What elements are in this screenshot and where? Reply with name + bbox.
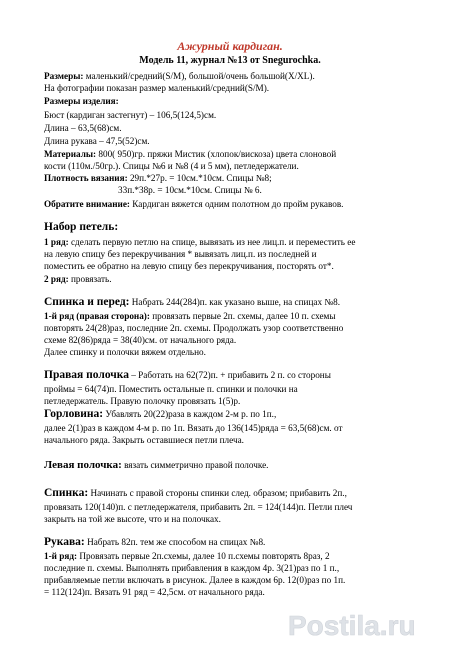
materials-text: 800( 950)гр. пряжи Мистик (хлопок/вискоза) цвета слоновой (96, 149, 337, 159)
sleeves-l4: прибавляемые петли включать в рисунок. Далее в каждом 6р. 12(0)раз по 1п. (44, 575, 346, 585)
gauge-line-2: 33п.*38р. = 10см.*10см. Спицы № 6. (118, 185, 262, 195)
sleeves-l3: последние п. схемы. Выполнять прибавления в каждом 4р. 3(21)раз по 1 п., (44, 563, 340, 573)
back-front-row-label: 1-й ряд (правая сторона): (44, 311, 150, 321)
neckline-l2: далее 2(1)раз в каждом 4-м р. по 1п. Вязать до 136(145)ряда = 63,5(68)см. от (44, 423, 343, 433)
sleeves-row1 (44, 551, 330, 562)
postila-watermark-logo (284, 605, 454, 645)
attention-label: Обратите внимание: (44, 199, 130, 209)
left-front-text: вязать симметрично правой полочке. (121, 460, 269, 470)
sleeves-row-label: 1-й ряд: (44, 551, 78, 561)
neckline-l3: начального ряда. Закрыть оставшиеся петли плеча. (44, 435, 244, 445)
gauge-text: 29п.*27р. = 10см.*10см. Спицы №8; (127, 173, 272, 183)
gauge-label: Плотность вязания: (44, 173, 128, 183)
sizes-label: Размеры: (44, 71, 84, 81)
photo-note: На фотографии показан размер маленький/средний(S/M). (44, 83, 270, 93)
materials-line (44, 149, 336, 160)
back-front-heading: Спинка и перед: (44, 296, 130, 308)
back-front-line (44, 297, 340, 308)
cast-on-row1-l3: поместить ее обратно на левую спицу без перекручивания, посторять от*. (44, 261, 334, 271)
cast-on-row2 (44, 274, 112, 285)
left-front-heading: Левая полочка: (44, 459, 122, 471)
right-front-heading: Правая полочка (44, 369, 129, 381)
neckline-text: Убавлять 20(22)раза в каждом 2-м р. по 1п., (103, 409, 277, 419)
right-front-l2: проймы = 64(74)п. Поместить остальные п. спинки и полочки на (44, 384, 298, 394)
right-front-text: – Работать на 62(72)п. + прибавить 2 п. со стороны (128, 370, 331, 380)
sizes-line (44, 71, 315, 82)
back-front-row1 (44, 311, 336, 322)
gauge-line (44, 173, 272, 184)
page-title: Ажурный кардиган. (177, 39, 283, 53)
measurements-label: Размеры изделия: (44, 96, 119, 106)
row1-text: сделать первую петлю на спице, вывязать из нее лиц.п. и переместить ее (68, 237, 356, 247)
left-front-line (44, 460, 268, 471)
cast-on-row1 (44, 237, 355, 248)
sizes-text: маленький/средний(S/M), большой/очень большой(X/XL). (83, 71, 315, 81)
neckline-line (44, 409, 276, 420)
materials-label: Материалы: (44, 149, 97, 159)
back-heading: Спинка: (44, 487, 89, 499)
back-front-text: Набрать 244(284)п. как указано выше, на спицах №8. (129, 297, 340, 307)
row1-label: 1 ряд: (44, 237, 69, 247)
back-front-l3: повторять 24(28)раз, последние 2п. схемы. Продолжать узор соответственно (44, 323, 344, 333)
attention-line (44, 199, 343, 210)
back-l2: провязать 120(140)п. с петледержателя, прибавить 2п. = 124(144)п. Петли плеч (44, 502, 353, 512)
attention-text: Кардиган вяжется одним полотном до пройм рукавов. (129, 199, 344, 209)
sleeve-length-line: Длина рукава – 47,5(52)см. (44, 136, 150, 146)
row2-label: 2 ряд: (44, 274, 69, 284)
back-front-l5: Далее спинку и полочки вяжем отдельно. (44, 347, 206, 357)
row2-text: провязать. (68, 274, 112, 284)
cast-on-heading: Набор петель: (44, 221, 119, 233)
sleeves-text: Набрать 82п. тем же способом на спицах №8. (84, 537, 266, 547)
sleeves-l5: = 112(124)п. Вязать 91 ряд = 42,5см. от начального ряда. (44, 587, 265, 597)
back-l3: закрыть на той же высоте, что и на полочках. (44, 514, 221, 524)
neckline-heading: Горловина: (44, 408, 104, 420)
svg-text:Postila.ru: Postila.ru (288, 610, 416, 641)
right-front-l3: петледержатель. Правую полочку провязать 1(5)р. (44, 396, 241, 406)
back-text: Начинать с правой стороны спинки след. образом; прибавить 2п., (88, 488, 347, 498)
length-line: Длина – 63,5(68)см. (44, 123, 122, 133)
cast-on-row1-l2: на левую спицу без перекручивания * вывязать лиц.п. из последней и (44, 249, 317, 259)
bust-line: Бюст (кардиган застегнут) – 106,5(124,5)см. (44, 110, 217, 120)
sleeves-heading: Рукава: (44, 536, 85, 548)
right-front-line (44, 370, 331, 381)
back-line (44, 488, 347, 499)
back-front-l4: схеме 82(86)ряда = 38(40)см. от начального ряда. (44, 335, 237, 345)
sleeves-line (44, 537, 265, 548)
sleeves-row-text: Провязать первые 2п.схемы, далее 10 п.схемы повторять 8раз, 2 (77, 551, 330, 561)
materials-line-2: кости (110м./50гр.). Спицы №6 и №8 (4 и 5 мм), петледержатели. (44, 161, 299, 171)
page-subtitle: Модель 11, журнал №13 от Snegurochka. (139, 55, 321, 66)
back-front-row-text: провязать первые 2п. схемы, далее 10 п. схемы (149, 311, 336, 321)
